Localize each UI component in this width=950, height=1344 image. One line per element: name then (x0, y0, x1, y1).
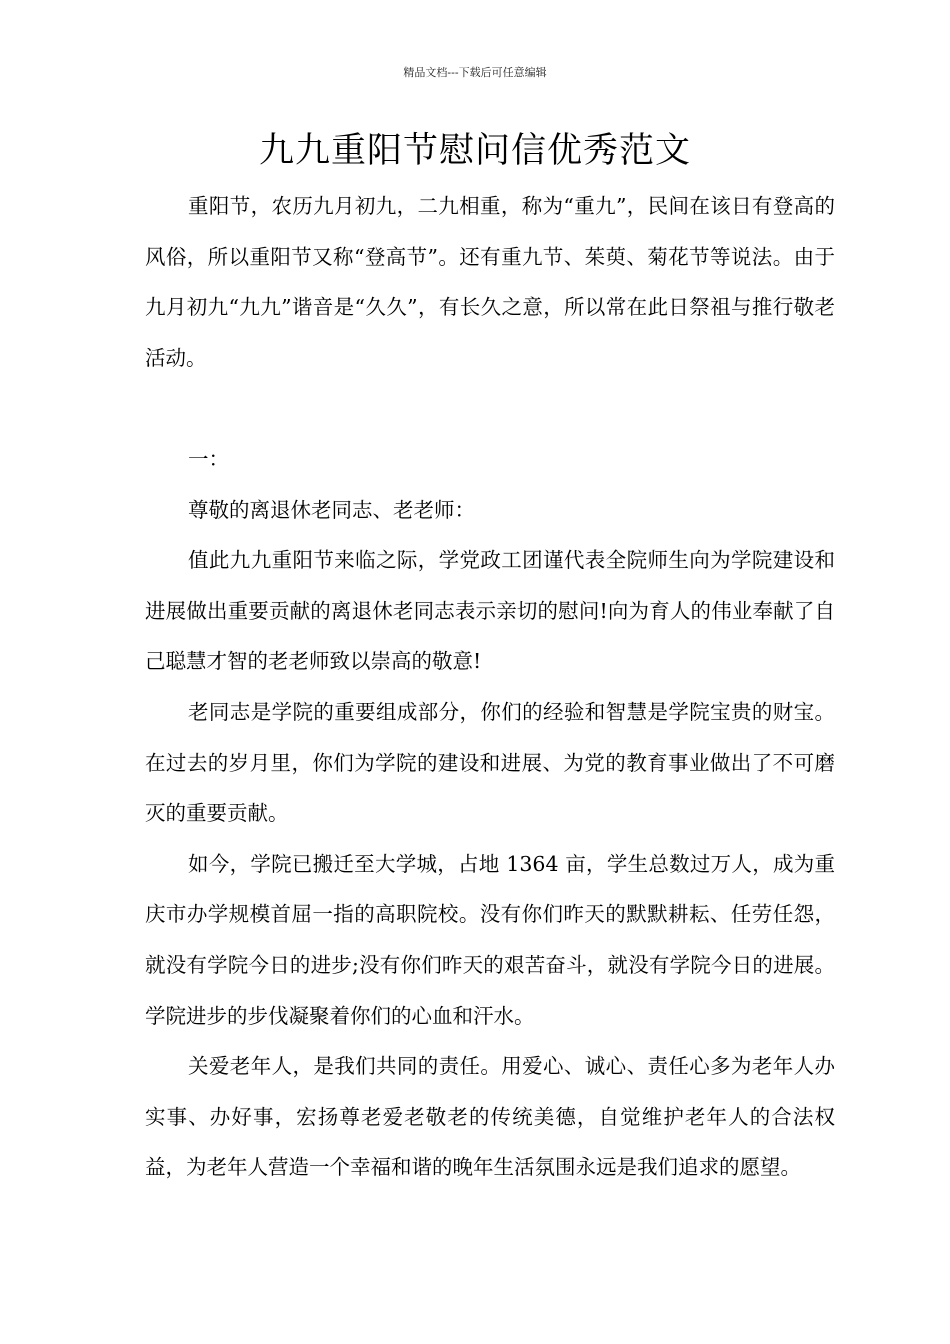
paragraph-section-number: 一： (188, 446, 230, 471)
paragraph-salutation: 尊敬的离退休老同志、老老师： (188, 497, 476, 522)
document-body (145, 181, 835, 1193)
paragraph-campus: 如今，学院已搬迁至大学城，占地 1364 亩，学生总数过万人，成为重庆市办学规模首屈一指的高职院校。没有你们昨天的默默耕耘、任劳任怨，就没有学院今日的进步;没有你们昨天的艰苦奋斗，就没有学院今日的进展。学院进步的步伐凝聚着你们的心血和汗水。 (145, 851, 835, 1028)
document-title: 九九重阳节慰问信优秀范文 (258, 131, 691, 171)
paragraph-greeting: 值此九九重阳节来临之际，学党政工团谨代表全院师生向为学院建设和进展做出重要贡献的离退休老同志表示亲切的慰问!向为育人的伟业奉献了自己聪慧才智的老老师致以崇高的敬意! (145, 548, 835, 674)
paragraph-care: 关爱老年人，是我们共同的责任。用爱心、诚心、责任心多为老年人办实事、办好事，宏扬尊老爱老敬老的传统美德，自觉维护老年人的合法权益，为老年人营造一个幸福和谐的晚年生活氛围永远是我们追求的愿望。 (145, 1054, 835, 1180)
header-note: 精品文档---下载后可任意编辑 (403, 66, 547, 79)
paragraph-contribution: 老同志是学院的重要组成部分，你们的经验和智慧是学院宝贵的财宝。在过去的岁月里，你们为学院的建设和进展、为党的教育事业做出了不可磨灭的重要贡献。 (145, 699, 835, 826)
paragraph-intro: 重阳节，农历九月初九，二九相重，称为“重九”，民间在该日有登高的风俗，所以重阳节又称“登高节”。还有重九节、茱萸、菊花节等说法。由于九月初九“九九”谐音是“久久”，有长久之意，所以常在此日祭祖与推行敬老活动。 (145, 194, 835, 370)
